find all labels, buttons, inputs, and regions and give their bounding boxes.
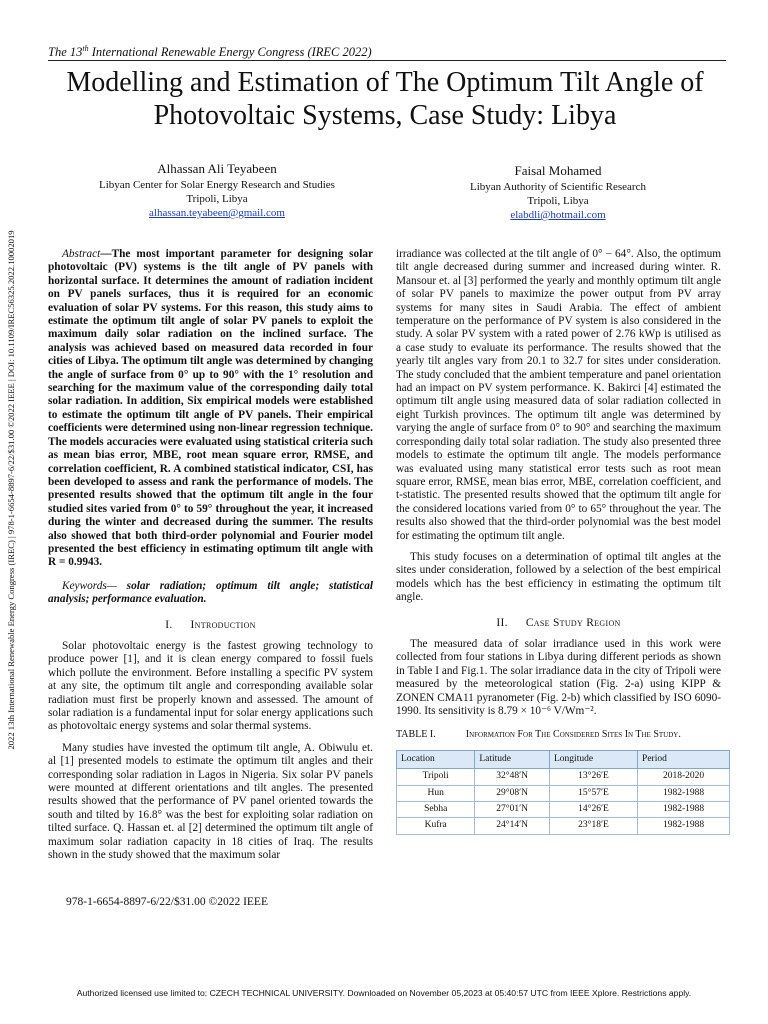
abstract-lead: Abstract bbox=[62, 248, 101, 260]
table-row bbox=[397, 818, 730, 834]
right-column bbox=[396, 248, 721, 835]
header-divider bbox=[48, 60, 726, 61]
author-email-link[interactable]: elabdli@hotmail.com bbox=[510, 209, 606, 221]
table-caption-text: Information For The Considered Sites In The Study. bbox=[465, 729, 681, 741]
abstract-paragraph bbox=[48, 248, 373, 570]
table-cell: 27°01′N bbox=[475, 802, 550, 818]
section-title: Introduction bbox=[190, 618, 256, 631]
section-title: Case Study Region bbox=[525, 616, 621, 629]
table-cell: Sebha bbox=[397, 802, 475, 818]
author-affiliation: Libyan Center for Solar Energy Research and Studies bbox=[99, 179, 335, 191]
table-cell: Kufra bbox=[397, 818, 475, 834]
conference-header bbox=[48, 44, 372, 60]
table-cell: 1982-1988 bbox=[638, 785, 730, 801]
section-number: II. bbox=[496, 616, 508, 629]
keywords-lead: Keywords— bbox=[62, 579, 117, 592]
table-cell: 32°48′N bbox=[475, 769, 550, 785]
table-row bbox=[397, 802, 730, 818]
table-cell: 1982-1988 bbox=[638, 802, 730, 818]
table-number: TABLE I. bbox=[396, 729, 436, 741]
left-column bbox=[48, 248, 373, 862]
table-cell: 15°57′E bbox=[550, 785, 638, 801]
author-block-1 bbox=[52, 160, 382, 220]
table-row bbox=[397, 785, 730, 801]
table-header-cell: Location bbox=[397, 750, 475, 768]
section-heading-introduction bbox=[48, 619, 373, 632]
footer-isbn: 978-1-6654-8897-6/22/$31.00 ©2022 IEEE bbox=[66, 896, 268, 908]
table-cell: Tripoli bbox=[397, 769, 475, 785]
author-city: Tripoli, Libya bbox=[527, 195, 589, 207]
sites-table bbox=[396, 750, 730, 835]
table-cell: 14°26′E bbox=[550, 802, 638, 818]
keywords-text: solar radiation; optimum tilt angle; statistical analysis; performance evaluation. bbox=[48, 579, 373, 606]
table-row bbox=[397, 769, 730, 785]
table-cell: 29°08′N bbox=[475, 785, 550, 801]
author-block-2 bbox=[388, 162, 728, 222]
abstract-dash: — bbox=[100, 248, 112, 260]
paper-title: Modelling and Estimation of The Optimum Tilt Angle of Photovoltaic Systems, Case Study: Libya bbox=[66, 67, 704, 131]
table-cell: 2018-2020 bbox=[638, 769, 730, 785]
side-identifier bbox=[2, 220, 20, 760]
conference-name-part: The 13 bbox=[48, 45, 83, 60]
section-heading-case-study bbox=[396, 617, 721, 630]
conference-name-rest: International Renewable Energy Congress (IREC 2022) bbox=[88, 45, 372, 60]
author-city: Tripoli, Libya bbox=[186, 193, 248, 205]
focus-paragraph: This study focuses on a determination of optimal tilt angles at the sites under consideration, followed by a selection of the best empirical models which has the best efficiency in estimating the optimum tilt angle. bbox=[396, 550, 721, 604]
continued-paragraph: irradiance was collected at the tilt angle of 0° − 64°. Also, the optimum tilt angle decreased during summer and increased during winter. R. Mansour et. al [3] performed the yearly and monthly optimum tilt angle of solar PV panels to maximize the power output from PV array systems for many sites in Saudi Arabia. The effect of ambient temperature on the performance of PV system is also considered in the study. A solar PV system with a rated power of 2.76 kWp is utilised as a case study to evaluate its performance. The results showed that the yearly tilt angles vary from 20.1 to 32.7 for sites under consideration. The study concluded that the ambient temperature and panel orientation had an impact on PV system performance. K. Bakirci [4] estimated the optimum tilt angle using measured data of solar radiation collected in eight Turkish provinces. The optimum tilt angle was determined by varying the angle of surface from 0° to 90° and searching the maximum corresponding daily total solar radiation. The study also presented three models to estimate the optimum tilt angle. The models performance was evaluated using many statistical error tests such as root mean square error, RMSE, mean bias error, MBE, correlation coefficient, and t-statistic. The presented results showed that the optimum tilt angle for the considered locations varied from 0° to 65° throughout the year. The results also showed that the third-order polynomial was the best model for estimating the optimum tilt angle. bbox=[396, 248, 721, 542]
author-email-link[interactable]: alhassan.teyabeen@gmail.com bbox=[149, 207, 285, 219]
table-cell: 1982-1988 bbox=[638, 818, 730, 834]
table-cell: 23°18′E bbox=[550, 818, 638, 834]
author-name: Alhassan Ali Teyabeen bbox=[157, 161, 277, 176]
intro-paragraph-1: Solar photovoltaic energy is the fastest growing technology to produce power [1], and it is clean energy compared to fossil fuels which pollute the environment. Before installing a specific PV system at any site, the optimum tilt angle and corresponding available solar radiation must first be properly known and assessed. The amount of solar radiation is a fundamental input for solar energy applications such as photovoltaic energy systems and solar thermal systems. bbox=[48, 639, 373, 733]
table-cell: 13°26′E bbox=[550, 769, 638, 785]
intro-paragraph-2: Many studies have invested the optimum tilt angle, A. Obiwulu et. al [1] presented models to estimate the optimum tilt angles and their corresponding solar radiation in Lagos in Nigeria. Six solar PV panels were mounted at different orientations and tilt angles. The presented results showed that the performance of PV panel oriented towards the south and tilted by 16.8° was the best for exploiting solar radiation on tilted surface. Q. Hassan et. al [2] determined the optimum tilt angle of maximum solar radiation capacity in 18 cities of Iraq. The results shown in the study showed that the maximum solar bbox=[48, 741, 373, 862]
table-header-row bbox=[397, 750, 730, 768]
abstract-text: The most important parameter for designing solar photovoltaic (PV) systems is the tilt angle of PV panels with horizontal surface. It determines the amount of radiation incident on PV panels surfaces, thus it is required for an economic evaluation of solar PV systems. For this reason, this study aims to estimate the optimum tilt angle of solar PV panels to exploit the maximum daily solar radiation on the inclined surface. The analysis was achieved based on measured data recorded in four cities of Libya. The optimum tilt angle was determined by changing the angle of surface from 0° up to 90° with the 1° resolution and searching for the maximum value of the corresponding daily total solar radiation. In addition, Six empirical models were established to estimate the optimum tilt angle of PV panels. Their empirical coefficients were determined using non-linear regression technique. The models accuracies were evaluated using statistical criteria such as mean bias error, MBE, root mean square error, RMSE, and correlation coefficient, R. A combined statistical indicator, CSI, has been developed to assess and rank the performance of models. The presented results showed that the optimum tilt angle in the four studied sites varied from 0° to 59° throughout the year, it increased during the winter and decreased during the summer. The results also showed that both third-order polynomial and Fourier model presented the best efficiency in estimating optimum tilt angle with R = 0.9943. bbox=[48, 248, 373, 569]
footer-license: Authorized licensed use limited to: CZECH TECHNICAL UNIVERSITY. Downloaded on November 05,2023 at 05:40:57 UTC from IEEE Xplore. Restrictions apply. bbox=[76, 988, 692, 998]
section-number: I. bbox=[165, 618, 173, 631]
table-caption bbox=[396, 728, 721, 741]
case-study-paragraph: The measured data of solar irradiance used in this work were collected from four stations in Libya during different periods as shown in Table I and Fig.1. The solar irradiance data in the city of Tripoli were measured by the meteorological station (Fig. 2-a) using KIPP & ZONEN CMA11 pyranometer (Fig. 2-b) which classified by ISO 6090-1990. Its sensitivity is 8.79 × 10⁻⁶ V/Wm⁻². bbox=[396, 637, 721, 717]
side-identifier-text: 2022 13th International Renewable Energy Congress (IREC) | 978-1-6654-8897-6/22/$31.00 ©2022 IEEE | DOI: 10.1109/IREC56325.2022.10002019 bbox=[6, 230, 16, 750]
table-header-cell: Latitude bbox=[475, 750, 550, 768]
table-cell: Hun bbox=[397, 785, 475, 801]
table-header-cell: Longitude bbox=[550, 750, 638, 768]
table-cell: 24°14′N bbox=[475, 818, 550, 834]
author-affiliation: Libyan Authority of Scientific Research bbox=[470, 181, 646, 193]
conference-ordinal: th bbox=[82, 44, 89, 53]
author-name: Faisal Mohamed bbox=[514, 163, 602, 178]
keywords-paragraph bbox=[48, 580, 373, 607]
table-header-cell: Period bbox=[638, 750, 730, 768]
